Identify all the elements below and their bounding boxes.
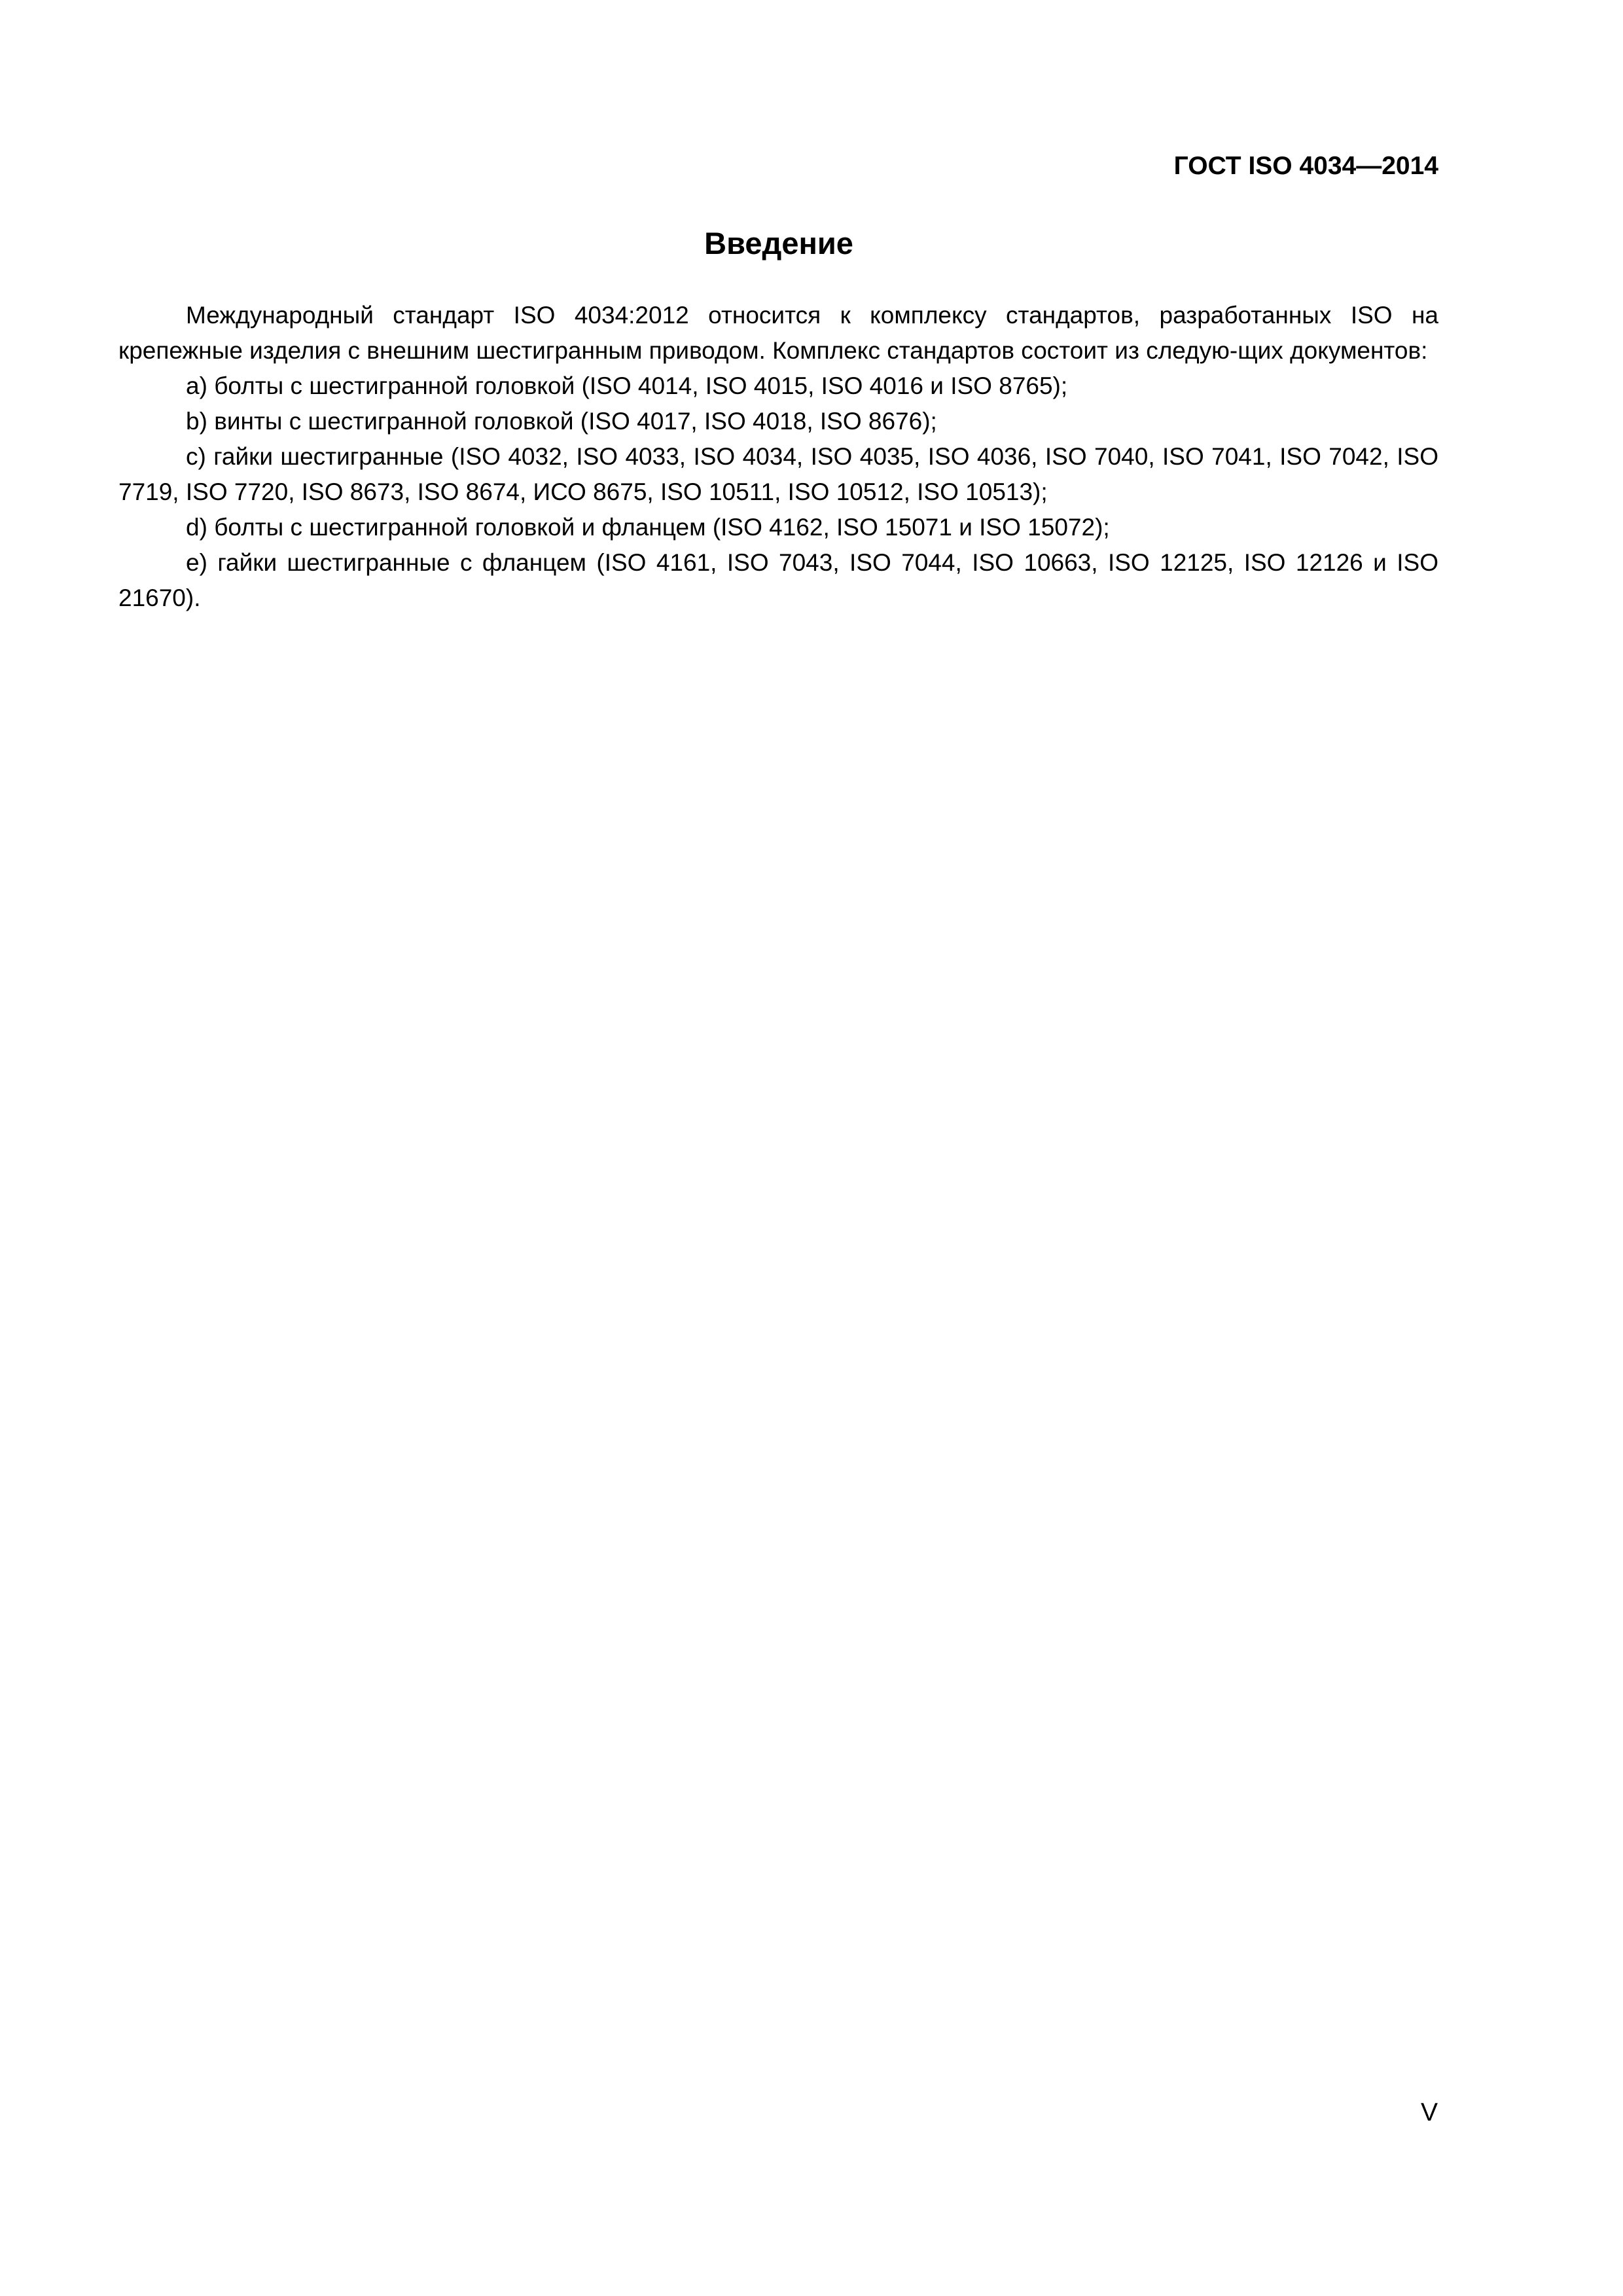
intro-paragraph: Международный стандарт ISO 4034:2012 относится к комплексу стандартов, разработанных ISO на крепежные изделия с внешним шестигранным приводом. Комплекс стандартов состоит из следую-щих документов: [118,302,1438,364]
list-marker: d) [186,514,207,541]
list-item-text: болты с шестигранной головкой и фланцем (ISO 4162, ISO 15071 и ISO 15072); [214,514,1110,541]
section-title: Введение [704,226,853,260]
body-text [118,298,1438,616]
page-number: V [1420,2098,1438,2126]
list-marker: b) [186,408,207,435]
list-item-text: гайки шестигранные (ISO 4032, ISO 4033, ISO 4034, ISO 4035, ISO 4036, ISO 7040, ISO 7041, ISO 7042, ISO 7719, ISO 7720, ISO 8673, ISO 8674, ИСО 8675, ISO 10511, ISO 10512, ISO 10513); [118,443,1438,505]
document-code: ГОСТ ISO 4034—2014 [1173,152,1438,180]
list-marker: e) [186,549,207,576]
list-item-d [118,510,1438,545]
list-marker: c) [186,443,206,470]
list-item-text: гайки шестигранные с фланцем (ISO 4161, ISO 7043, ISO 7044, ISO 10663, ISO 12125, ISO 12126 и ISO 21670). [118,549,1438,611]
list-item-a [118,368,1438,404]
list-item-b [118,404,1438,439]
list-item-c [118,439,1438,510]
list-item-text: винты с шестигранной головкой (ISO 4017, ISO 4018, ISO 8676); [214,408,937,435]
list-item-text: болты с шестигранной головкой (ISO 4014, ISO 4015, ISO 4016 и ISO 8765); [214,372,1068,399]
list-item-e [118,545,1438,616]
list-marker: a) [186,372,207,399]
